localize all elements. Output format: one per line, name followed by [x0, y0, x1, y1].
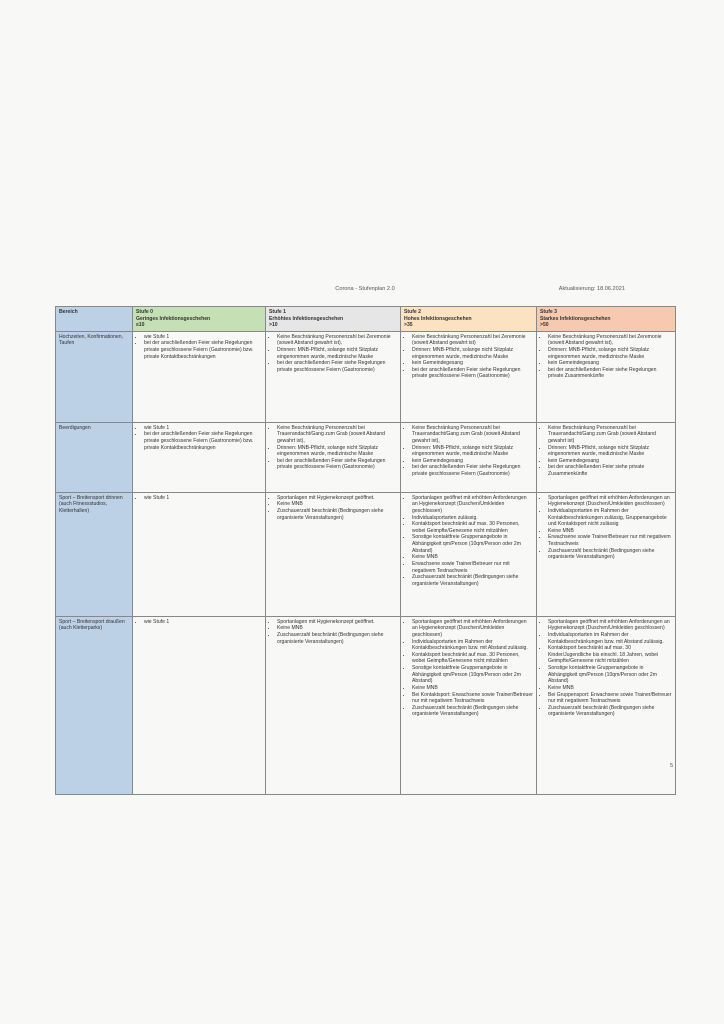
stage-2-cell: [401, 492, 537, 616]
rule-item: • Keine MNB: [548, 528, 672, 535]
rule-list: [269, 334, 397, 374]
rule-item: • Zuschauerzahl beschränkt (Bedingungen siehe organisierte Veranstaltungen): [277, 508, 397, 521]
page-header: [55, 286, 675, 298]
rule-item: • bei der anschließenden Feier siehe Regelungen private Zusammenkünfte: [548, 367, 672, 380]
rule-item: • bei der anschließenden Feier siehe Regelungen private geschlossene Feiern (Gastronomie) bzw. private Kontaktbeschränkungen: [144, 340, 262, 360]
stage-name: Stufe 3: [540, 309, 557, 315]
stage-name: Stufe 0: [136, 309, 153, 315]
rule-item: • kein Gemeindegesang: [548, 458, 672, 465]
rule-item: • bei der anschließenden Feier siehe private Zusammenkünfte: [548, 464, 672, 477]
rule-item: • Kontaktsport beschränkt auf max. 30 Personen, wobei Geimpfte/Genesene nicht mitzählen: [412, 521, 533, 534]
stage-description: Erhöhtes Infektionsgeschehen: [269, 315, 344, 322]
rule-item: • Drinnen: MNB-Pflicht, solange nicht Sitzplatz eingenommen wurde, medizinische Maske: [548, 445, 672, 458]
stage-name: Stufe 2: [404, 309, 421, 315]
stage-description: Geringes Infektionsgeschehen: [136, 315, 211, 322]
rule-item: • Keine MNB: [412, 554, 533, 561]
stage-threshold: >35: [404, 322, 413, 329]
rule-item: • Keine Beschränkung Personenzahl bei Zeremonie (soweit Abstand gewahrt ist),: [277, 334, 397, 347]
rule-item: • bei der anschließenden Feier siehe Regelungen private geschlossene Feiern (Gastronomie) bzw. private Kontaktbeschränkungen: [144, 431, 262, 451]
stage-1-cell: [266, 616, 401, 794]
rule-item: • Drinnen: MNB-Pflicht, solange nicht Sitzplatz eingenommen wurde, medizinische Maske: [412, 445, 533, 458]
rule-item: • kein Gemeindegesang: [548, 360, 672, 367]
rule-item: • bei der anschließenden Feier siehe Regelungen private geschlossene Feiern (Gastronomie): [277, 458, 397, 471]
rule-list: [404, 334, 533, 380]
rule-list: [269, 425, 397, 471]
stage-description: Starkes Infektionsgeschehen: [540, 315, 611, 322]
rule-item: • Sportanlagen mit Hygienekonzept geöffnet.: [277, 495, 397, 502]
stage-threshold: >50: [540, 322, 549, 329]
rule-item: • Keine MNB: [412, 685, 533, 692]
rule-item: • Keine Beschränkung Personenzahl bei Zeremonie (soweit Abstand gewahrt ist),: [548, 334, 672, 347]
rule-list: [136, 425, 262, 451]
area-cell: Sport – Breitensport draußen (auch Kletterparks): [56, 616, 133, 794]
rule-item: • Zuschauerzahl beschränkt (Bedingungen siehe organisierte Veranstaltungen): [412, 705, 533, 718]
rule-item: • Sonstige kontaktfreie Gruppenangebote in Abhängigkeit qm/Person (10qm/Person oder 2m Abstand): [548, 665, 672, 685]
rule-item: • Erwachsene sowie Trainer/Betreuer nur mit negativem Testnachweis: [412, 561, 533, 574]
rule-list: [136, 619, 262, 626]
rule-list: [136, 334, 262, 360]
rule-list: [540, 495, 672, 561]
rule-item: • Erwachsene sowie Trainer/Betreuer nur mit negativem Testnachweis: [548, 534, 672, 547]
stage-2-cell: [401, 422, 537, 492]
rule-item: • bei der anschließenden Feier siehe Regelungen private geschlossene Feiern (Gastronomie): [277, 360, 397, 373]
rule-item: • Sonstige kontaktfreie Gruppenangebote in Abhängigkeit qm/Person (10qm/Person oder 2m Abstand): [412, 665, 533, 685]
column-header-stage-2: [401, 307, 537, 332]
rule-item: • Keine MNB: [277, 625, 397, 632]
rule-item: • Sportanlagen geöffnet mit erhöhten Anforderungen an Hygienekonzept (Duschen/Umkleiden geschlossen): [412, 495, 533, 515]
rule-item: • Bei Gruppensport: Erwachsene sowie Trainer/Betreuer nur mit negativem Testnachweis: [548, 692, 672, 705]
table-header-row: [56, 307, 676, 332]
rule-item: • Kontaktsport beschränkt auf max. 30 Personen, wobei Geimpfte/Genesene nicht mitzählen: [412, 652, 533, 665]
stage-name: Stufe 1: [269, 309, 286, 315]
rule-item: • bei der anschließenden Feier siehe Regelungen private geschlossene Feiern (Gastronomie): [412, 367, 533, 380]
stage-0-cell: [133, 492, 266, 616]
rule-item: • Zuschauerzahl beschränkt (Bedingungen siehe organisierte Veranstaltungen): [412, 574, 533, 587]
rule-item: • Bei Kontaktsport: Erwachsene sowie Trainer/Betreuer nur mit negativem Testnachweis: [412, 692, 533, 705]
rule-list: [136, 495, 262, 502]
rule-item: • Keine Beschränkung Personenzahl bei Trauerandacht/Gang zum Grab (soweit Abstand gewahrt ist),: [412, 425, 533, 445]
rule-item: • wie Stufe 1: [144, 425, 262, 432]
rule-item: • Zuschauerzahl beschränkt (Bedingungen siehe organisierte Veranstaltungen): [548, 548, 672, 561]
rule-list: [269, 495, 397, 521]
area-cell: Beerdigungen: [56, 422, 133, 492]
stage-2-cell: [401, 331, 537, 422]
rule-item: • wie Stufe 1: [144, 619, 262, 626]
area-cell: Sport – Breitensport drinnen (auch Fitnessstudios, Kletterhallen): [56, 492, 133, 616]
rule-item: • Zuschauerzahl beschränkt (Bedingungen siehe organisierte Veranstaltungen): [548, 705, 672, 718]
stage-0-cell: [133, 422, 266, 492]
column-header-stage-1: [266, 307, 401, 332]
rule-item: • Individualsportarten im Rahmen der Kontaktbeschränkungen bzw. mit Abstand zulässig.: [548, 632, 672, 645]
rule-item: • Keine Beschränkung Personenzahl bei Trauerandacht/Gang zum Grab (soweit Abstand gewahrt ist): [548, 425, 672, 445]
column-header-stage-3: [537, 307, 676, 332]
rule-list: [540, 619, 672, 718]
stage-1-cell: [266, 492, 401, 616]
rule-item: • Keine MNB: [548, 685, 672, 692]
stage-plan-table: [55, 306, 676, 795]
stage-threshold: >10: [269, 322, 278, 329]
rule-item: • Drinnen: MNB-Pflicht, solange nicht Sitzplatz eingenommen wurde, medizinische Maske: [548, 347, 672, 360]
update-date: Aktualisierung: 18.06.2021: [558, 286, 625, 292]
rule-item: • Individualsportarten im Rahmen der Kontaktbeschränkungen bzw. mit Abstand zulässig.: [412, 639, 533, 652]
stage-3-cell: [537, 616, 676, 794]
stage-2-cell: [401, 616, 537, 794]
rule-item: • Drinnen: MNB-Pflicht, solange nicht Sitzplatz eingenommen wurde, medizinische Maske: [277, 445, 397, 458]
rule-item: • Keine Beschränkung Personenzahl bei Trauerandacht/Gang zum Grab (soweit Abstand gewahrt ist),: [277, 425, 397, 445]
table-row: [56, 331, 676, 422]
rule-list: [404, 425, 533, 478]
rule-list: [540, 334, 672, 380]
rule-item: • Sportanlagen mit Hygienekonzept geöffnet.: [277, 619, 397, 626]
rule-item: • Individualsportarten zulässig.: [412, 515, 533, 522]
stage-3-cell: [537, 422, 676, 492]
rule-item: • Sportanlagen geöffnet mit erhöhten Anforderungen an Hygienekonzept (Duschen/Umkleiden geschlossen): [548, 495, 672, 508]
table-row: [56, 616, 676, 794]
rule-item: • Drinnen: MNB-Pflicht, solange nicht Sitzplatz eingenommen wurde, medizinische Maske: [277, 347, 397, 360]
document-title: Corona - Stufenplan 2.0: [335, 286, 395, 292]
column-header-area: Bereich: [56, 307, 133, 332]
rule-item: • Sportanlagen geöffnet mit erhöhten Anforderungen an Hygienekonzept (Duschen/Umkleiden geschlossen): [548, 619, 672, 632]
rule-item: • Kontaktsport beschränkt auf max. 30 Kinder/Jugendliche bis einschl. 18 Jahren, wobei Geimpfte/Genesene nicht mitzählen: [548, 645, 672, 665]
area-cell: Hochzeiten, Konfirmationen, Taufen: [56, 331, 133, 422]
rule-item: • kein Gemeindegesang: [412, 360, 533, 367]
rule-item: • Sonstige kontaktfreie Gruppenangebote in Abhängigkeit qm/Person (10qm/Person oder 2m Abstand): [412, 534, 533, 554]
stage-0-cell: [133, 331, 266, 422]
rule-list: [540, 425, 672, 478]
table-row: [56, 492, 676, 616]
stage-0-cell: [133, 616, 266, 794]
rule-item: • wie Stufe 1: [144, 334, 262, 341]
stage-1-cell: [266, 331, 401, 422]
rule-item: • Keine MNB: [277, 501, 397, 508]
rule-item: • Zuschauerzahl beschränkt (Bedingungen siehe organisierte Veranstaltungen): [277, 632, 397, 645]
rule-item: • Sportanlagen geöffnet mit erhöhten Anforderungen an Hygienekonzept (Duschen/Umkleiden geschlossen): [412, 619, 533, 639]
column-header-stage-0: [133, 307, 266, 332]
stage-3-cell: [537, 331, 676, 422]
page-number: 5: [670, 763, 674, 769]
table-row: [56, 422, 676, 492]
rule-item: • wie Stufe 1: [144, 495, 262, 502]
rule-item: • Keine Beschränkung Personenzahl bei Zeremonie (soweit Abstand gewahrt ist): [412, 334, 533, 347]
stage-1-cell: [266, 422, 401, 492]
rule-item: • Individualsportarten im Rahmen der Kontaktbeschränkungen zulässig, Gruppenangebote und Kontaktsport nicht zulässig: [548, 508, 672, 528]
rule-item: • bei der anschließenden Feier siehe Regelungen private geschlossene Feiern (Gastronomie): [412, 464, 533, 477]
stage-description: Hohes Infektionsgeschehen: [404, 315, 472, 322]
rule-item: • Drinnen: MNB-Pflicht, solange nicht Sitzplatz eingenommen wurde, medizinische Maske: [412, 347, 533, 360]
stage-3-cell: [537, 492, 676, 616]
rule-list: [404, 495, 533, 588]
rule-list: [269, 619, 397, 645]
rule-item: • kein Gemeindegesang: [412, 458, 533, 465]
rule-list: [404, 619, 533, 718]
stage-threshold: ≤10: [136, 322, 145, 329]
